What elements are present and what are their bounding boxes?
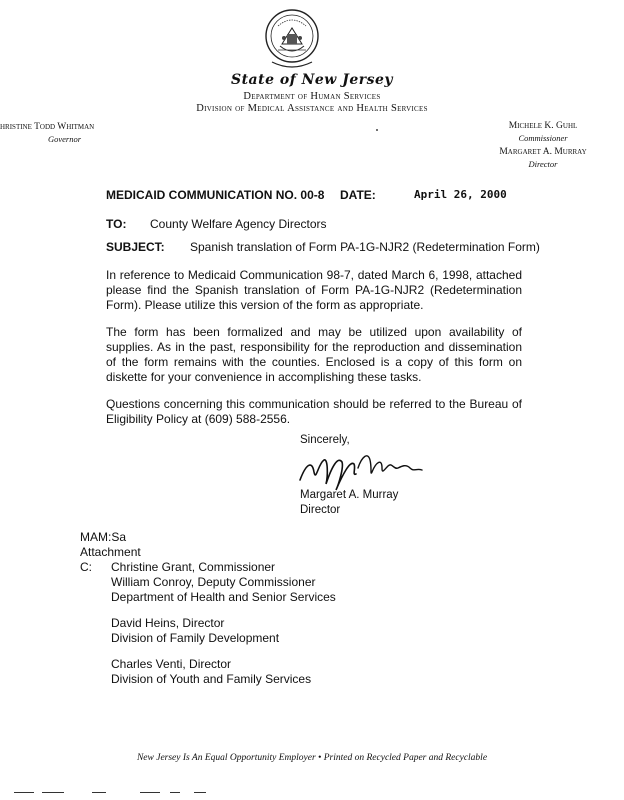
commissioner-name: Michele K. Guhl	[508, 121, 578, 131]
cc-recipient-line: Charles Venti, Director	[111, 657, 232, 671]
signer-title: Director	[300, 504, 341, 516]
scan-artifact	[92, 792, 106, 793]
date-value: April 26, 2000	[414, 188, 507, 201]
cc-recipient-line: Division of Family Development	[111, 631, 280, 645]
typist-initials: MAM:Sa	[80, 530, 127, 544]
body-paragraph-3: Questions concerning this communication should be referred to the Bureau of Eligibility Policy at (609) 588-2556.	[106, 397, 522, 426]
cc-recipient-line: David Heins, Director	[111, 616, 225, 630]
subject-label: SUBJECT:	[106, 240, 165, 254]
scan-artifact	[140, 792, 160, 793]
signer-name: Margaret A. Murray	[300, 489, 399, 501]
scan-artifact	[42, 792, 64, 793]
handwritten-signature	[298, 446, 428, 492]
governor-title: Governor	[48, 134, 82, 144]
commissioner-title: Commissioner	[518, 133, 568, 143]
scan-speck	[376, 129, 378, 131]
scan-artifact	[170, 792, 180, 793]
scan-artifact	[14, 792, 34, 793]
division-name: Division of Medical Assistance and Health Services	[196, 103, 428, 114]
body-paragraph-1: In reference to Medicaid Communication 98-7, dated March 6, 1998, attached please find the Spanish translation of Form PA-1G-NJR2 (Redetermination Form). Please utilize this version of the form as appropriate.	[106, 268, 522, 312]
to-label: TO:	[106, 217, 127, 231]
scan-artifact	[194, 792, 206, 793]
department-name: Department of Human Services	[243, 91, 381, 102]
cc-recipient-line: Christine Grant, Commissioner	[111, 560, 276, 574]
cc-recipient-line: Department of Health and Senior Services	[111, 590, 336, 604]
cc-label: C:	[80, 560, 92, 574]
governor-name: hristine Todd Whitman	[0, 122, 95, 132]
body-paragraph-2: The form has been formalized and may be utilized upon availability of supplies. As in the past, responsibility for the reproduction and dissemination of the form remains with the counties. Enclosed is a copy of this form on diskette for your convenience in accomplishing these tasks.	[106, 325, 522, 384]
attachment-note: Attachment	[80, 545, 141, 559]
closing-salutation: Sincerely,	[300, 434, 350, 446]
communication-number: MEDICAID COMMUNICATION NO. 00-8	[106, 188, 325, 202]
date-label: DATE:	[340, 188, 376, 202]
footer-note: New Jersey Is An Equal Opportunity Employer • Printed on Recycled Paper and Recyclable	[136, 753, 488, 763]
state-seal	[264, 6, 320, 72]
director-name: Margaret A. Murray	[499, 147, 587, 157]
cc-recipient-line: William Conroy, Deputy Commissioner	[111, 575, 316, 589]
director-title: Director	[528, 159, 558, 169]
cc-recipient-line: Division of Youth and Family Services	[111, 672, 312, 686]
to-value: County Welfare Agency Directors	[150, 217, 327, 231]
state-title: State of New Jersey	[230, 72, 394, 88]
subject-value: Spanish translation of Form PA-1G-NJR2 (Redetermination Form)	[190, 240, 540, 254]
